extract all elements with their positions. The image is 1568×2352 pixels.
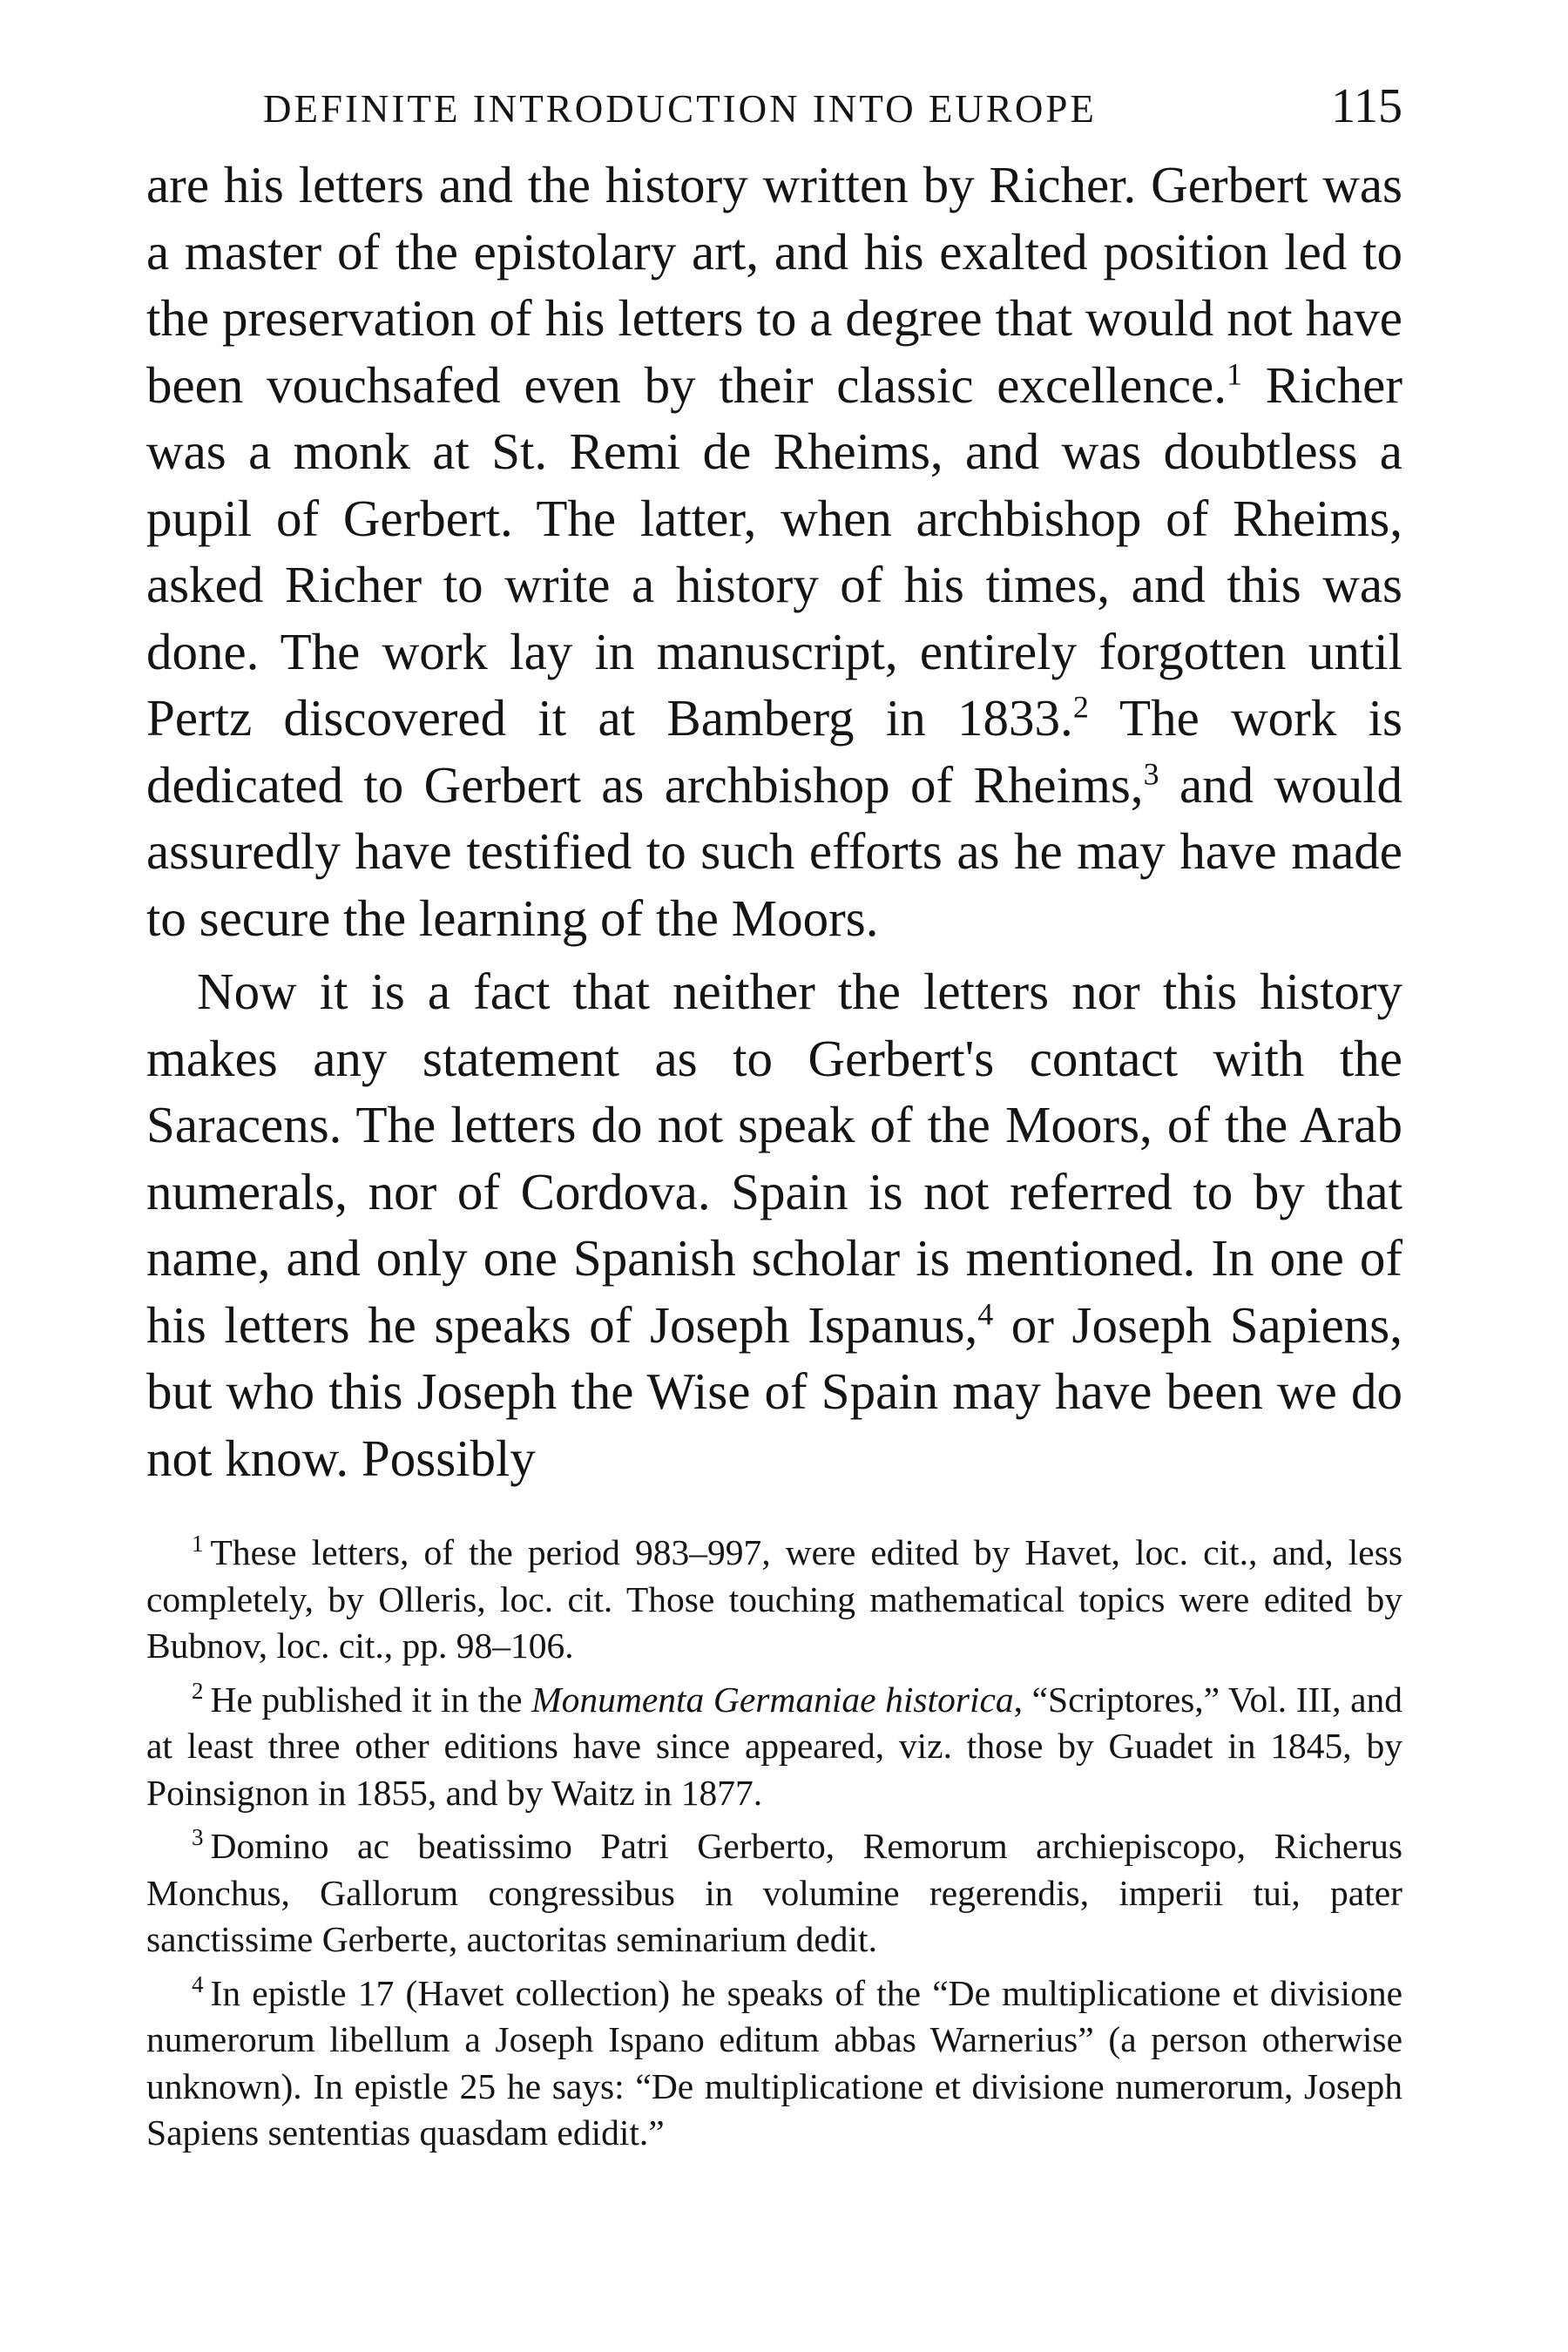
footnote-ref: 1: [1226, 355, 1242, 391]
footnote: [146, 1823, 1402, 1963]
footnote-mark: 1: [192, 1531, 204, 1558]
running-head: [146, 78, 1402, 139]
paragraph-text: and would assuredly have testified to such efforts as he may have made to secure the learning of the Moors.: [146, 755, 1403, 947]
footnote-text: In epistle 17 (Havet collection) he speaks of the “De multiplicatione et divisione numerorum libellum a Joseph Ispano editum abbas Warnerius” (a person otherwise unknown). In epistle 25 he says: “De multiplicatione et divisione numerorum, Joseph Sapiens sententias quasdam edidit.”: [146, 1972, 1402, 2153]
paragraph-text: are his letters and the history written by Richer. Gerbert was a master of the epistolary art, and his exalted position led to the preservation of his letters to a degree that would not have been vouchsafed even by their classic excellence.: [146, 156, 1402, 414]
page-number: 115: [1331, 79, 1402, 133]
footnote-text: , “Scriptores,” Vol. III, and at least three other editions have since appeared, viz. those by Guadet in 1845, by Poinsignon in 1855, and by Waitz in 1877.: [146, 1679, 1403, 1813]
footnote-text: He published it in the: [210, 1679, 532, 1720]
footnote-ref: 4: [977, 1295, 994, 1331]
paragraph-text: Richer was a monk at St. Remi de Rheims, and was doubtless a pupil of Gerbert. The latter, when archbishop of Rheims, asked Richer to write a history of his times, and this was done. The work lay in manuscript, entirely forgotten until Pertz discovered it at Bamberg in 1833.: [146, 355, 1402, 747]
paragraph-text: or Joseph Sapiens, but who this Joseph the Wise of Spain may have been we do not know. Possibly: [146, 1295, 1402, 1487]
paragraph: [146, 152, 1402, 951]
footnote-mark: 3: [192, 1824, 204, 1851]
running-title: DEFINITE INTRODUCTION INTO EUROPE: [263, 87, 1097, 131]
footnote: [146, 1970, 1402, 2157]
body-text: [146, 152, 1402, 1491]
paragraph: [146, 958, 1402, 1491]
footnote-ref: 3: [1143, 755, 1159, 791]
footnote: [146, 1677, 1402, 1817]
footnotes: [146, 1530, 1402, 2157]
footnote-mark: 2: [192, 1677, 204, 1704]
footnote-ref: 2: [1072, 689, 1089, 725]
footnote-text: Domino ac beatissimo Patri Gerberto, Remorum archiepiscopo, Richerus Monchus, Gallorum congressibus in volumine regerendis, imperii tui, pater sanctissime Gerberte, auctoritas seminarium dedit.: [146, 1826, 1402, 1959]
paragraph-text: The work is dedicated to Gerbert as archbishop of Rheims,: [146, 689, 1402, 814]
footnote-mark: 4: [192, 1970, 204, 1997]
paragraph-text: Now it is a fact that neither the letters nor this history makes any statement as to Gerbert's contact with the Saracens. The letters do not speak of the Moors, of the Arab numerals, nor of Cordova. Spain is not referred to by that name, and only one Spanish scholar is mentioned. In one of his letters he speaks of Joseph Ispanus,: [146, 963, 1402, 1354]
footnote-text: These letters, of the period 983–997, were edited by Havet, loc. cit., and, less completely, by Olleris, loc. cit. Those touching mathematical topics were edited by Bubnov, loc. cit., pp. 98–106.: [146, 1532, 1402, 1666]
footnote-title: Monumenta Germaniae historica: [531, 1679, 1014, 1720]
footnote: [146, 1530, 1402, 1670]
book-page: [146, 78, 1402, 2164]
